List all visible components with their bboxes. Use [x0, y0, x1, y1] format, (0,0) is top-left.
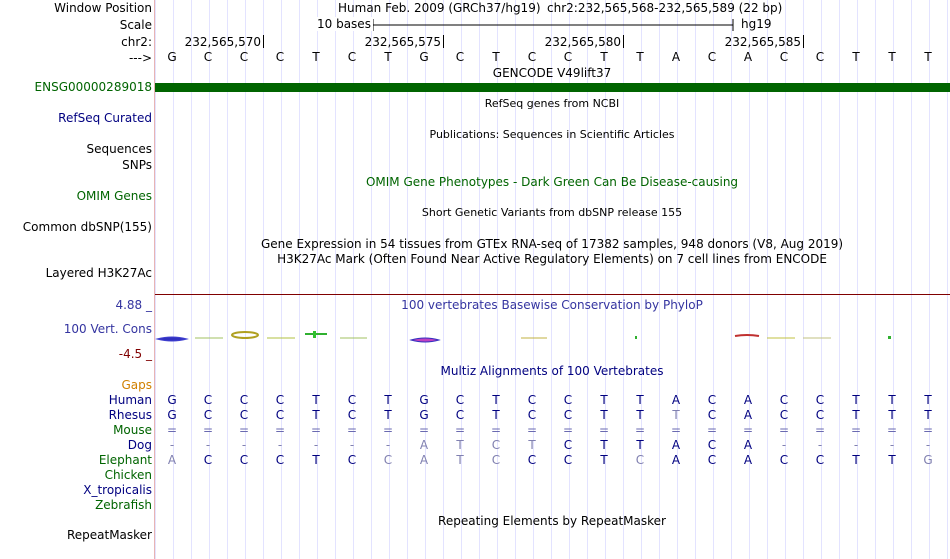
human-aligned-base: T: [384, 393, 392, 407]
ruler-tick-mark: [803, 35, 804, 48]
snps-track-label[interactable]: SNPs: [122, 158, 152, 172]
elephant-aligned-base: C: [779, 453, 789, 467]
mouse-aligned-base: =: [238, 423, 250, 437]
rhesus-aligned-base: C: [275, 408, 285, 422]
dog-aligned-base: -: [817, 438, 823, 452]
dog-aligned-base: A: [743, 438, 753, 452]
scale-bar: [155, 16, 950, 34]
dog-aligned-base: -: [241, 438, 247, 452]
elephant-aligned-base: C: [527, 453, 537, 467]
multiz-track-title: Multiz Alignments of 100 Vertebrates: [440, 364, 664, 378]
gaps-label: Gaps: [121, 378, 152, 392]
ruler-tick-mark: [443, 35, 444, 48]
elephant-aligned-base: C: [239, 453, 249, 467]
mouse-aligned-base: =: [202, 423, 214, 437]
human-aligned-base: G: [167, 393, 177, 407]
sequence-base: T: [888, 50, 896, 64]
elephant-aligned-base: A: [743, 453, 753, 467]
sequence-base: C: [707, 50, 717, 64]
position-text: chr2:232,565,568-232,565,589 (22 bp): [547, 1, 783, 15]
mouse-aligned-base: =: [454, 423, 466, 437]
sequence-base: T: [384, 50, 392, 64]
human-aligned-base: C: [779, 393, 789, 407]
ruler-tick-label: 232,565,580: [544, 35, 621, 49]
rhesus-aligned-base: C: [347, 408, 357, 422]
h3k27ac-track-title: H3K27Ac Mark (Often Found Near Active Regulatory Elements) on 7 cell lines from ENCODE: [277, 252, 827, 266]
mouse-aligned-base: =: [346, 423, 358, 437]
gene-id-label[interactable]: ENSG00000289018: [34, 80, 152, 94]
rhesus-aligned-base: T: [672, 408, 680, 422]
rhesus-aligned-base: T: [312, 408, 320, 422]
rhesus-aligned-base: G: [167, 408, 177, 422]
refseq-track-label[interactable]: RefSeq Curated: [58, 111, 152, 125]
sequence-base: C: [455, 50, 465, 64]
elephant-aligned-base: T: [852, 453, 860, 467]
mouse-aligned-base: =: [418, 423, 430, 437]
dog-aligned-base: T: [600, 438, 608, 452]
human-aligned-base: T: [492, 393, 500, 407]
dbsnp-track-label[interactable]: Common dbSNP(155): [22, 220, 152, 234]
window-position-label: Window Position: [54, 1, 152, 15]
scale-label: Scale: [119, 18, 152, 32]
mouse-aligned-base: =: [706, 423, 718, 437]
sequence-base: G: [167, 50, 177, 64]
mouse-aligned-base: =: [562, 423, 574, 437]
sequence-base: G: [419, 50, 429, 64]
human-aligned-base: C: [815, 393, 825, 407]
publications-track-title: Publications: Sequences in Scientific Articles: [429, 128, 675, 141]
refseq-track-title: RefSeq genes from NCBI: [484, 97, 620, 110]
ruler-tick-label: 232,565,575: [364, 35, 441, 49]
human-aligned-base: T: [312, 393, 320, 407]
elephant-aligned-base: C: [707, 453, 717, 467]
dog-aligned-base: -: [169, 438, 175, 452]
species-label[interactable]: Rhesus: [108, 408, 152, 422]
human-aligned-base: A: [671, 393, 681, 407]
mouse-aligned-base: =: [670, 423, 682, 437]
track-label-panel: [0, 0, 154, 559]
sequence-base: T: [636, 50, 644, 64]
dog-aligned-base: -: [277, 438, 283, 452]
dog-aligned-base: A: [419, 438, 429, 452]
repeatmasker-track-label[interactable]: RepeatMasker: [66, 528, 152, 542]
elephant-aligned-base: T: [312, 453, 320, 467]
human-aligned-base: C: [275, 393, 285, 407]
sequence-base: C: [563, 50, 573, 64]
rhesus-aligned-base: T: [636, 408, 644, 422]
species-label[interactable]: X_tropicalis: [83, 483, 152, 497]
sequence-base: C: [203, 50, 213, 64]
scale-bar-text: 10 bases: [317, 17, 371, 31]
human-aligned-base: C: [455, 393, 465, 407]
species-label[interactable]: Mouse: [113, 423, 152, 437]
rhesus-aligned-base: T: [492, 408, 500, 422]
human-aligned-base: C: [563, 393, 573, 407]
cons-track-label[interactable]: 100 Vert. Cons: [63, 322, 152, 336]
mouse-aligned-base: =: [598, 423, 610, 437]
h3k27ac-track-label[interactable]: Layered H3K27Ac: [45, 266, 152, 280]
repeatmasker-track-title: Repeating Elements by RepeatMasker: [438, 514, 666, 528]
ruler-tick-label: 232,565,585: [724, 35, 801, 49]
dog-aligned-base: C: [707, 438, 717, 452]
sequence-base: T: [312, 50, 320, 64]
rhesus-aligned-base: C: [455, 408, 465, 422]
omim-track-title: OMIM Gene Phenotypes - Dark Green Can Be Disease-causing: [365, 175, 739, 189]
sequence-base: C: [779, 50, 789, 64]
dog-aligned-base: C: [563, 438, 573, 452]
sequence-base: C: [815, 50, 825, 64]
assembly-text: Human Feb. 2009 (GRCh37/hg19): [338, 1, 541, 15]
elephant-aligned-base: G: [923, 453, 933, 467]
sequence-base: C: [275, 50, 285, 64]
ruler-tick-mark: [263, 35, 264, 48]
elephant-aligned-base: C: [275, 453, 285, 467]
human-aligned-base: T: [888, 393, 896, 407]
human-aligned-base: C: [347, 393, 357, 407]
species-label[interactable]: Elephant: [98, 453, 152, 467]
dog-aligned-base: -: [205, 438, 211, 452]
sequence-base: A: [743, 50, 753, 64]
sequence-base: A: [671, 50, 681, 64]
mouse-aligned-base: =: [490, 423, 502, 437]
human-aligned-base: T: [600, 393, 608, 407]
dog-aligned-base: -: [313, 438, 319, 452]
strand-arrow-label: --->: [128, 51, 152, 65]
elephant-aligned-base: C: [491, 453, 501, 467]
human-aligned-base: A: [743, 393, 753, 407]
elephant-aligned-base: T: [456, 453, 464, 467]
human-aligned-base: G: [419, 393, 429, 407]
elephant-aligned-base: C: [347, 453, 357, 467]
mouse-aligned-base: =: [274, 423, 286, 437]
gtex-track-title: Gene Expression in 54 tissues from GTEx RNA-seq of 17382 samples, 948 donors (V8, Aug 2019): [260, 237, 844, 251]
elephant-aligned-base: A: [167, 453, 177, 467]
rhesus-aligned-base: C: [239, 408, 249, 422]
dog-aligned-base: -: [925, 438, 931, 452]
ruler-tick-label: 232,565,570: [184, 35, 261, 49]
human-aligned-base: C: [707, 393, 717, 407]
rhesus-aligned-base: C: [563, 408, 573, 422]
mouse-aligned-base: =: [850, 423, 862, 437]
mouse-aligned-base: =: [634, 423, 646, 437]
human-aligned-base: T: [852, 393, 860, 407]
sequence-base: C: [239, 50, 249, 64]
mouse-aligned-base: =: [382, 423, 394, 437]
rhesus-aligned-base: C: [707, 408, 717, 422]
human-aligned-base: T: [636, 393, 644, 407]
sequences-track-label[interactable]: Sequences: [86, 142, 152, 156]
sequence-base: C: [527, 50, 537, 64]
rhesus-aligned-base: C: [527, 408, 537, 422]
human-aligned-base: C: [239, 393, 249, 407]
elephant-aligned-base: C: [815, 453, 825, 467]
dog-aligned-base: -: [889, 438, 895, 452]
rhesus-aligned-base: G: [419, 408, 429, 422]
sequence-base: T: [924, 50, 932, 64]
sequence-base: T: [600, 50, 608, 64]
dog-aligned-base: C: [491, 438, 501, 452]
gene-feature-bar[interactable]: [155, 83, 950, 92]
species-label[interactable]: Human: [108, 393, 152, 407]
mouse-aligned-base: =: [742, 423, 754, 437]
mouse-aligned-base: =: [778, 423, 790, 437]
rhesus-aligned-base: T: [924, 408, 932, 422]
elephant-aligned-base: C: [563, 453, 573, 467]
mouse-aligned-base: =: [922, 423, 934, 437]
cons-max-label: 4.88 _: [115, 298, 152, 312]
wiggle-marks: [157, 331, 891, 342]
human-aligned-base: C: [527, 393, 537, 407]
mouse-aligned-base: =: [310, 423, 322, 437]
dog-aligned-base: T: [456, 438, 464, 452]
scale-bar-db: hg19: [741, 17, 772, 31]
elephant-aligned-base: C: [383, 453, 393, 467]
sequence-base: T: [852, 50, 860, 64]
elephant-aligned-base: T: [600, 453, 608, 467]
h3k27ac-baseline: [155, 294, 950, 295]
elephant-aligned-base: A: [419, 453, 429, 467]
species-label[interactable]: Zebrafish: [95, 498, 152, 512]
dog-aligned-base: T: [528, 438, 536, 452]
track-display-area[interactable]: [155, 0, 950, 559]
dog-aligned-base: -: [385, 438, 391, 452]
dog-aligned-base: T: [636, 438, 644, 452]
rhesus-aligned-base: T: [384, 408, 392, 422]
mouse-aligned-base: =: [814, 423, 826, 437]
rhesus-aligned-base: C: [203, 408, 213, 422]
dbsnp-track-title: Short Genetic Variants from dbSNP release 155: [421, 206, 683, 219]
rhesus-aligned-base: T: [888, 408, 896, 422]
dog-aligned-base: A: [671, 438, 681, 452]
dog-aligned-base: -: [781, 438, 787, 452]
human-aligned-base: C: [203, 393, 213, 407]
human-aligned-base: T: [924, 393, 932, 407]
sequence-base: C: [347, 50, 357, 64]
rhesus-aligned-base: A: [743, 408, 753, 422]
elephant-aligned-base: T: [888, 453, 896, 467]
gencode-track-title: GENCODE V49lift37: [492, 66, 612, 80]
mouse-aligned-base: =: [886, 423, 898, 437]
dog-aligned-base: -: [853, 438, 859, 452]
elephant-aligned-base: C: [203, 453, 213, 467]
rhesus-aligned-base: C: [779, 408, 789, 422]
mouse-aligned-base: =: [166, 423, 178, 437]
species-label[interactable]: Dog: [127, 438, 152, 452]
cons-min-label: -4.5 _: [118, 347, 152, 361]
omim-track-label[interactable]: OMIM Genes: [76, 189, 152, 203]
species-label[interactable]: Chicken: [104, 468, 152, 482]
elephant-aligned-base: A: [671, 453, 681, 467]
sequence-base: T: [492, 50, 500, 64]
rhesus-aligned-base: T: [852, 408, 860, 422]
phylop-track-title: 100 vertebrates Basewise Conservation by PhyloP: [401, 298, 703, 312]
rhesus-aligned-base: C: [815, 408, 825, 422]
ruler-tick-mark: [623, 35, 624, 48]
phylop-wiggle: [155, 326, 950, 346]
rhesus-aligned-base: T: [600, 408, 608, 422]
elephant-aligned-base: C: [635, 453, 645, 467]
mouse-aligned-base: =: [526, 423, 538, 437]
chromosome-label: chr2:: [121, 35, 152, 49]
dog-aligned-base: -: [349, 438, 355, 452]
